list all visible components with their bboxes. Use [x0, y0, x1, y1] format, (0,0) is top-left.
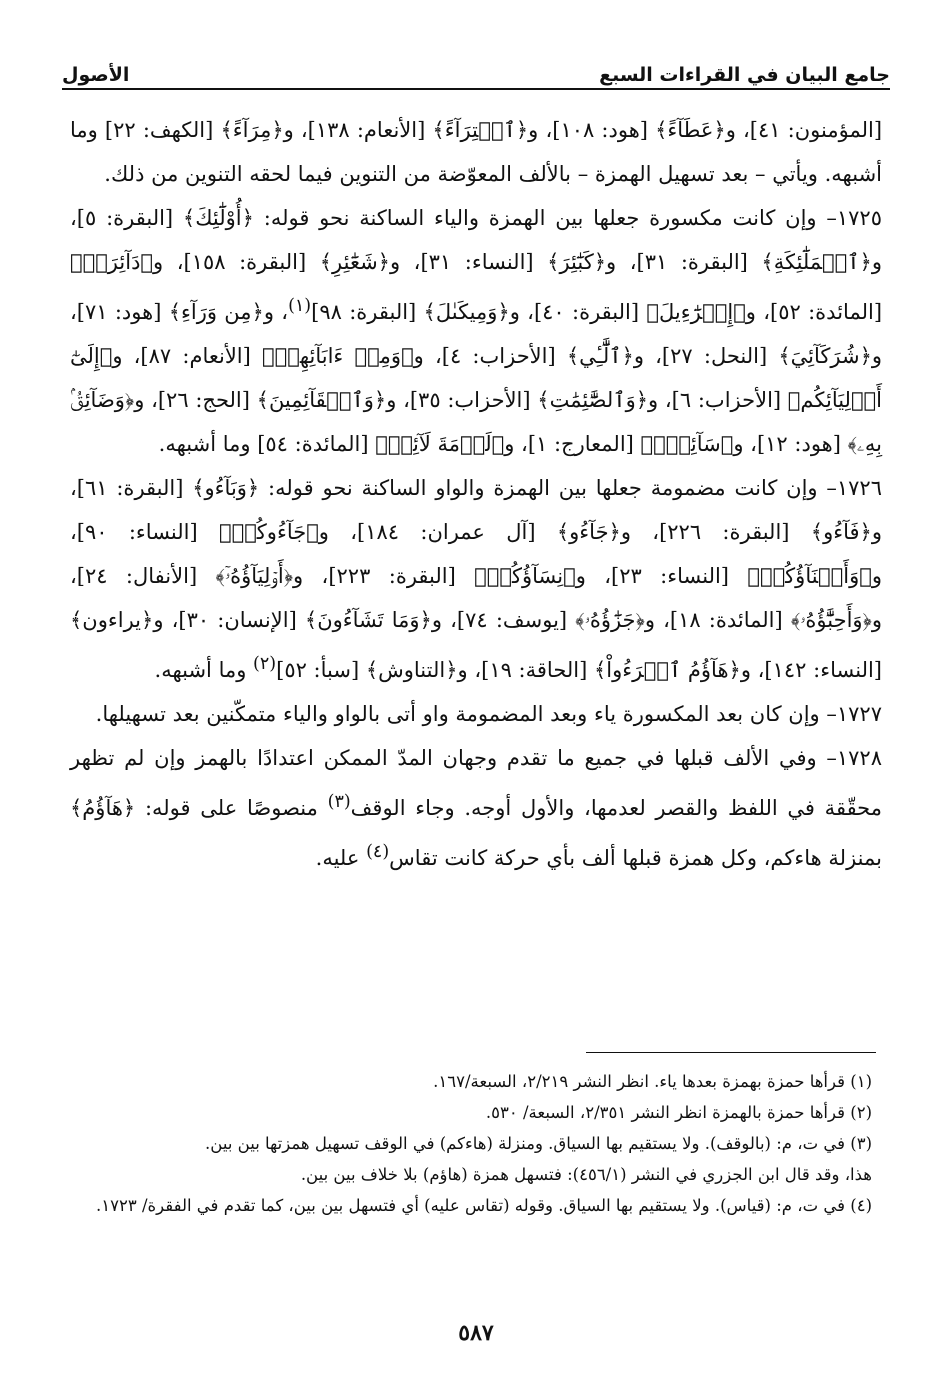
main-text: [70, 108, 882, 880]
paragraph-1728-end: عليه.: [315, 846, 367, 870]
paragraph-1725-text: ١٧٢٥– وإن كانت مكسورة جعلها بين الهمزة والياء الساكنة نحو قوله: ﴿أُوْلَٰٓئِكَ﴾ [البقرة: ٥]، و﴿ٱلۡمَلَٰٓئِكَةِ﴾ [البقرة: ٣١]، و﴿كَبَٰٓئِرَ﴾ [النساء: ٣١]، و﴿شَعَٰٓئِرِ﴾ [البقرة: ١٥٨]، و﴿دَآئِرَةٞ﴾ [المائدة: ٥٢]، و﴿إِسۡرَٰٓءِيلَ﴾ [البقرة: ٤٠]، و﴿وَمِيكَىٰلَ﴾ [البقرة: ٩٨]: [70, 206, 883, 324]
footnote-3: (٣) في ت، م: (بالوقف). ولا يستقيم بها السياق. ومنزلة (هاءكم) في الوقف تسهيل همزتها بين بين.: [205, 1134, 872, 1153]
footnote-4: (٤) في ت، م: (قياس). ولا يستقيم بها السياق. وقوله (تقاس عليه) أي فتسهل بين بين، كما تقدم في الفقرة/ ١٧٢٣.: [96, 1196, 872, 1215]
paragraph-1727: ١٧٢٧– وإن كان بعد المكسورة ياء وبعد المضمومة واو أتى بالواو والياء متمكّنين بعد تسهيلها.: [95, 702, 882, 726]
paragraph-1728: [70, 736, 882, 880]
running-head: [62, 52, 890, 86]
footnotes: [80, 1066, 872, 1221]
paragraph-1725-continued: ، و﴿مِن وَرَآءِ﴾ [هود: ٧١]، و﴿شُرَكَآئِيَ﴾ [النحل: ٢٧]، و﴿ٱلَّٰٓـِٔي﴾ [الأحزاب: ٤]، و﴿وَمِنۡ ءَابَآئِهِمۡ﴾ [الأنعام: ٨٧]، و﴿إِلَىٰٓ أَوۡلِيَآئِكُم﴾ [الأحزاب: ٦]، و﴿وَٱلصَّٰٓئِمَٰتِ﴾ [الأحزاب: ٣٥]، و﴿وَٱلۡقَآئِمِينَ﴾ [الحج: ٢٦]، و﴿وَضَآئِقُۢ بِهِۦ﴾ [هود: ١٢]، و﴿سَآئِلُۢ﴾ [المعارج: ١]، و﴿لَوۡمَةَ لَآئِمٖ﴾ [المائدة: ٥٤] وما أشبهه.: [70, 300, 883, 456]
section-title: الأصول: [62, 64, 130, 86]
footnote-ref-4: (٤): [366, 842, 390, 862]
footnote-3-continued: هذا، وقد قال ابن الجزري في النشر (٤٥٦/١): فتسهل همزة (هاؤم) بلا خلاف بين بين.: [300, 1165, 872, 1184]
footnote-1: (١) قرأها حمزة بهمزة بعدها ياء. انظر النشر ٢/٢١٩، السبعة/١٦٧.: [433, 1072, 872, 1091]
footnote-ref-2: (٢): [253, 654, 277, 674]
footnote-2: (٢) قرأها حمزة بالهمزة انظر النشر ٢/٣٥١، السبعة/ ٥٣٠.: [485, 1103, 872, 1122]
paragraph-1728-continued: منصوصًا على قوله: ﴿هَآؤُمُ﴾ بمنزلة هاءكم، وكل همزة قبلها ألف بأي حركة كانت تقاس: [70, 796, 882, 870]
paragraph-1728-text: ١٧٢٨– وفي الألف قبلها في جميع ما تقدم وجهان المدّ الممكن اعتدادًا بالهمز وإن لم تظهر محقّقة في اللفظ والقصر لعدمها، والأول أوجه. وجاء الوقف: [70, 746, 882, 820]
paragraph-1726-text: ١٧٢٦– وإن كانت مضمومة جعلها بين الهمزة والواو الساكنة نحو قوله: ﴿وَبَآءُو﴾ [البقرة: ٦١]، و﴿فَآءُو﴾ [البقرة: ٢٢٦]، و﴿جَآءُو﴾ [آل عمران: ١٨٤]، و﴿جَآءُوكُمۡ﴾ [النساء: ٩٠]، و﴿وَأَبۡنَآؤُكُمۡ﴾ [النساء: ٢٣]، و﴿نِسَآؤُكُمۡ﴾ [البقرة: ٢٢٣]، و﴿أَوۡلِيَآؤُهُۥٓ﴾ [الأنفال: ٢٤]، و﴿وَأَحِبَّٰٓؤُهُۥ﴾ [المائدة: ١٨]، و﴿جَزَٰٓؤُهُۥ﴾ [يوسف: ٧٤]، و﴿وَمَا تَشَآءُونَ﴾ [الإنسان: ٣٠]، و﴿يراءون﴾ [النساء: ١٤٢]، و﴿هَآؤُمُ ٱقۡرَءُواْ﴾ [الحاقة: ١٩]، و﴿التناوش﴾ [سبأ: ٥٢]: [70, 476, 882, 682]
footnote-ref-1: (١): [288, 296, 312, 316]
paragraph-1726: [70, 466, 882, 692]
header-rule: [62, 88, 890, 90]
paragraph-intro: [المؤمنون: ٤١]، و﴿عَطَآءً﴾ [هود: ١٠٨]، و﴿ٱفۡتِرَآءً﴾ [الأنعام: ١٣٨]، و﴿مِرَآءً﴾ [الكهف: ٢٢] وما أشبهه. ويأتي – بعد تسهيل الهمزة – بالألف المعوّضة من التنوين فيما لحقه التنوين من ذلك.: [70, 118, 883, 186]
page-number: ٥٨٧: [458, 1320, 494, 1346]
book-title: جامع البيان في القراءات السبع: [599, 64, 890, 86]
footnote-ref-3: (٣): [327, 792, 351, 812]
paragraph-1726-end: وما أشبهه.: [154, 658, 254, 682]
footnote-separator: [586, 1052, 876, 1053]
paragraph-1725: [70, 196, 882, 466]
